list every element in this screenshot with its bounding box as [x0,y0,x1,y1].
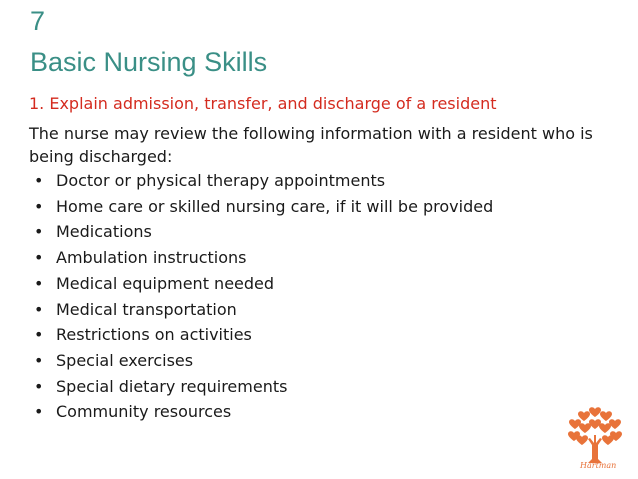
bullet-icon: • [34,325,44,345]
list-item [34,399,493,425]
intro-paragraph: The nurse may review the following information with a resident who is being discharged: [29,124,593,166]
bullet-icon: • [34,196,44,216]
discharge-info-list [34,168,493,425]
bullet-icon: • [34,350,44,370]
bullet-icon: • [34,222,44,242]
list-item [34,297,493,323]
chapter-number: 7 [30,6,46,36]
list-item [34,271,493,297]
list-item-text: Medical transportation [56,299,237,319]
bullet-icon: • [34,299,44,319]
bullet-icon: • [34,248,44,268]
list-item-text: Medications [56,222,152,242]
list-item [34,348,493,374]
list-item-text: Restrictions on activities [56,325,252,345]
learning-objective: 1. Explain admission, transfer, and discharge of a resident [29,94,497,113]
list-item-text: Medical equipment needed [56,273,275,293]
list-item-text: Community resources [56,402,232,422]
list-item-text: Special exercises [56,350,194,370]
list-item [34,245,493,271]
list-item [34,322,493,348]
chapter-title: Basic Nursing Skills [30,47,268,77]
list-item-text: Doctor or physical therapy appointments [56,171,386,190]
list-item-text: Special dietary requirements [56,376,288,396]
logo-text: Hartman [580,461,617,470]
list-item [34,168,493,194]
list-item [34,194,493,220]
bullet-icon: • [34,171,44,190]
bullet-icon: • [34,402,44,422]
list-item-text: Ambulation instructions [56,248,247,268]
bullet-icon: • [34,376,44,396]
list-item [34,374,493,400]
bullet-icon: • [34,273,44,293]
list-item [34,219,493,245]
list-item-text: Home care or skilled nursing care, if it will be provided [56,196,494,216]
